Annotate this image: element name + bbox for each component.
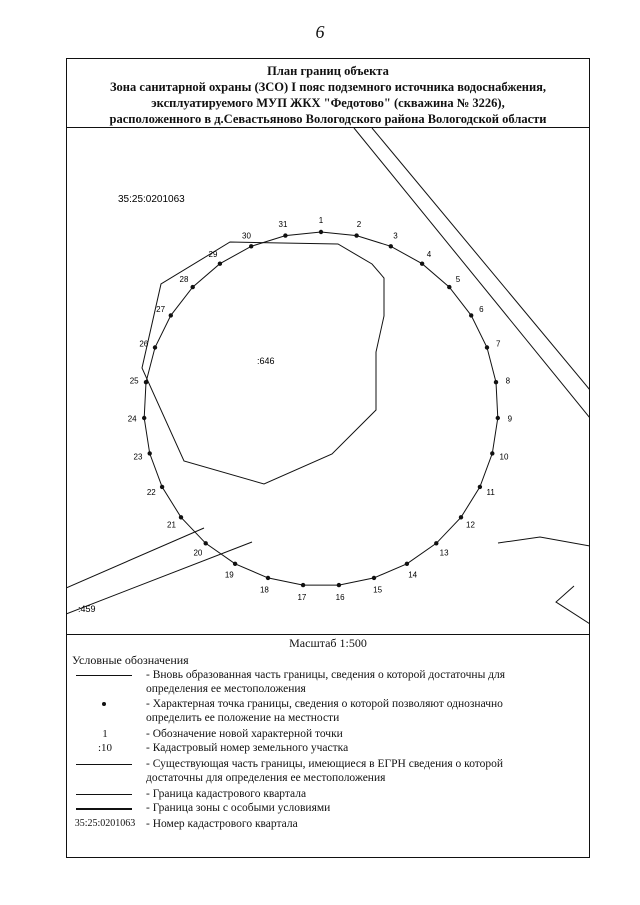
boundary-point-dot: [204, 541, 208, 545]
legend-desc: - Вновь образованная часть границы, сведения о которой достаточны для определения ее местоположения: [146, 669, 506, 695]
legend-desc: - Граница зоны с особыми условиями: [146, 802, 331, 814]
boundary-point-dot: [354, 233, 358, 237]
boundary-point-label: 17: [297, 593, 307, 602]
page-number: 6: [315, 22, 325, 42]
boundary-point-dot: [420, 262, 424, 266]
boundary-point-dot: [218, 262, 222, 266]
boundary-point-label: 11: [486, 488, 495, 498]
legend-item-new-boundary: [72, 668, 542, 696]
legend-desc: - Обозначение новой характерной точки: [146, 728, 343, 740]
legend-desc: - Номер кадастрового квартала: [146, 818, 298, 830]
neighbor-parcel-right: [498, 537, 590, 546]
boundary-point-dot: [191, 285, 195, 289]
boundary-point-dot: [153, 345, 157, 349]
boundary-point-label: 9: [507, 414, 513, 424]
boundary-point-label: 2: [356, 219, 362, 229]
boundary-point-label: 15: [373, 585, 383, 595]
boundary-point-dot: [494, 380, 498, 384]
boundary-point-label: 31: [278, 219, 288, 229]
boundary-point-label: 16: [335, 593, 345, 602]
boundary-point-dot: [337, 583, 341, 587]
legend-desc: - Кадастровый номер земельного участка: [146, 742, 349, 754]
boundary-point-label: 25: [129, 376, 139, 386]
boundary-point-label: 23: [133, 452, 143, 462]
boundary-point-dot: [283, 233, 287, 237]
title-line-3: эксплуатируемого МУП ЖКХ "Федотово" (скважина № 3226),: [151, 96, 505, 110]
parcel-label: :646: [257, 356, 275, 366]
boundary-point-dot: [490, 451, 494, 455]
boundary-point-dot: [160, 485, 164, 489]
boundary-point-label: 26: [139, 339, 149, 349]
boundary-point-label: 4: [426, 249, 432, 259]
boundary-point-label: 14: [408, 570, 418, 580]
title-block: [66, 58, 590, 128]
boundary-point-label: 6: [479, 305, 484, 314]
boundary-point-dot: [144, 380, 148, 384]
legend-symbol-thin-line: [76, 675, 132, 676]
boundary-plan: [66, 128, 590, 634]
boundary-point-label: 5: [455, 274, 461, 284]
legend-symbol-quarter-number: 35:25:0201063: [74, 818, 136, 829]
legend-symbol-cadastral: :10: [97, 742, 113, 754]
boundary-point-label: 18: [259, 585, 269, 595]
legend-desc: - Граница кадастрового квартала: [146, 788, 307, 800]
zone-polygon: [144, 232, 498, 585]
boundary-point-label: 12: [466, 520, 475, 530]
legend-symbol-thin-line: [76, 764, 132, 765]
boundary-point-dot: [266, 576, 270, 580]
boundary-point-label: 20: [193, 548, 203, 558]
boundary-point-label: 7: [495, 339, 501, 349]
boundary-point-dot: [389, 244, 393, 248]
boundary-point-dot: [179, 515, 183, 519]
plan-drawing: [66, 128, 590, 634]
boundary-point-dot: [301, 583, 305, 587]
boundary-point-dot: [249, 244, 253, 248]
title-line-1: План границ объекта: [267, 64, 389, 78]
legend-symbol-number: 1: [102, 728, 108, 740]
boundary-point-label: 21: [167, 520, 176, 530]
legend-item-cadastral-number: [72, 741, 542, 755]
road-line-outer: [354, 128, 590, 418]
boundary-point-dot: [142, 416, 146, 420]
boundary-point-label: 13: [439, 548, 449, 558]
legend-item-existing-boundary: [72, 757, 542, 785]
legend-desc: - Характерная точка границы, сведения о которой позволяют однозначно определить ее положение на местности: [146, 698, 503, 724]
boundary-point-dot: [233, 562, 237, 566]
boundary-point-dot: [469, 313, 473, 317]
title-line-4: расположенного в д.Севастьяново Вологодского района Вологодской области: [109, 112, 547, 126]
legend-item-zone-boundary: [72, 801, 542, 815]
neighbor-parcel-left: [66, 528, 204, 588]
boundary-point-label: 30: [242, 231, 251, 241]
boundary-point-label: 28: [179, 274, 189, 284]
title-line-2: Зона санитарной охраны (ЗСО) I пояс подземного источника водоснабжения,: [109, 80, 547, 94]
boundary-point-dot: [148, 451, 152, 455]
boundary-point-label: 19: [224, 570, 234, 580]
boundary-point-dot: [485, 345, 489, 349]
boundary-point-label: 27: [156, 305, 166, 314]
boundary-point-dot: [447, 285, 451, 289]
boundary-point-label: 3: [393, 231, 398, 241]
boundary-point-dot: [496, 416, 500, 420]
legend-symbol-line: [76, 794, 132, 795]
boundary-point-dot: [434, 541, 438, 545]
boundary-point-label: 8: [505, 376, 511, 386]
neighbor-parcel-right-2: [556, 586, 590, 624]
legend-item-point: [72, 697, 542, 725]
legend-symbol-dot: [102, 702, 106, 706]
legend-item-quarter-number: [72, 817, 542, 831]
boundary-point-label: 10: [499, 452, 509, 462]
boundary-point-label: 1: [318, 216, 324, 225]
legend-item-point-number: [72, 727, 542, 741]
legend-desc: - Существующая часть границы, имеющиеся в ЕГРН сведения о которой достаточны для определения ее местоположения: [146, 758, 504, 784]
legend-symbol-thick-line: [76, 808, 132, 810]
boundary-point-dot: [372, 576, 376, 580]
road-line-inner: [372, 128, 590, 390]
boundary-point-label: 22: [146, 488, 156, 498]
legend-item-quarter-boundary: [72, 787, 542, 801]
boundary-point-dot: [459, 515, 463, 519]
boundary-point-dot: [319, 230, 323, 234]
boundary-point-dot: [169, 313, 173, 317]
quarter-label: 35:25:0201063: [118, 194, 185, 205]
neighbor-parcel-label: :459: [78, 604, 96, 614]
boundary-point-dot: [478, 485, 482, 489]
boundary-point-label: 24: [127, 414, 137, 424]
legend-title: Условные обозначения: [72, 653, 189, 667]
boundary-point-dot: [405, 562, 409, 566]
sanitary-zone-boundary: [144, 232, 498, 585]
scale-label: Масштаб 1:500: [66, 634, 590, 651]
boundary-points: [128, 216, 513, 602]
boundary-point-label: 29: [208, 249, 218, 259]
